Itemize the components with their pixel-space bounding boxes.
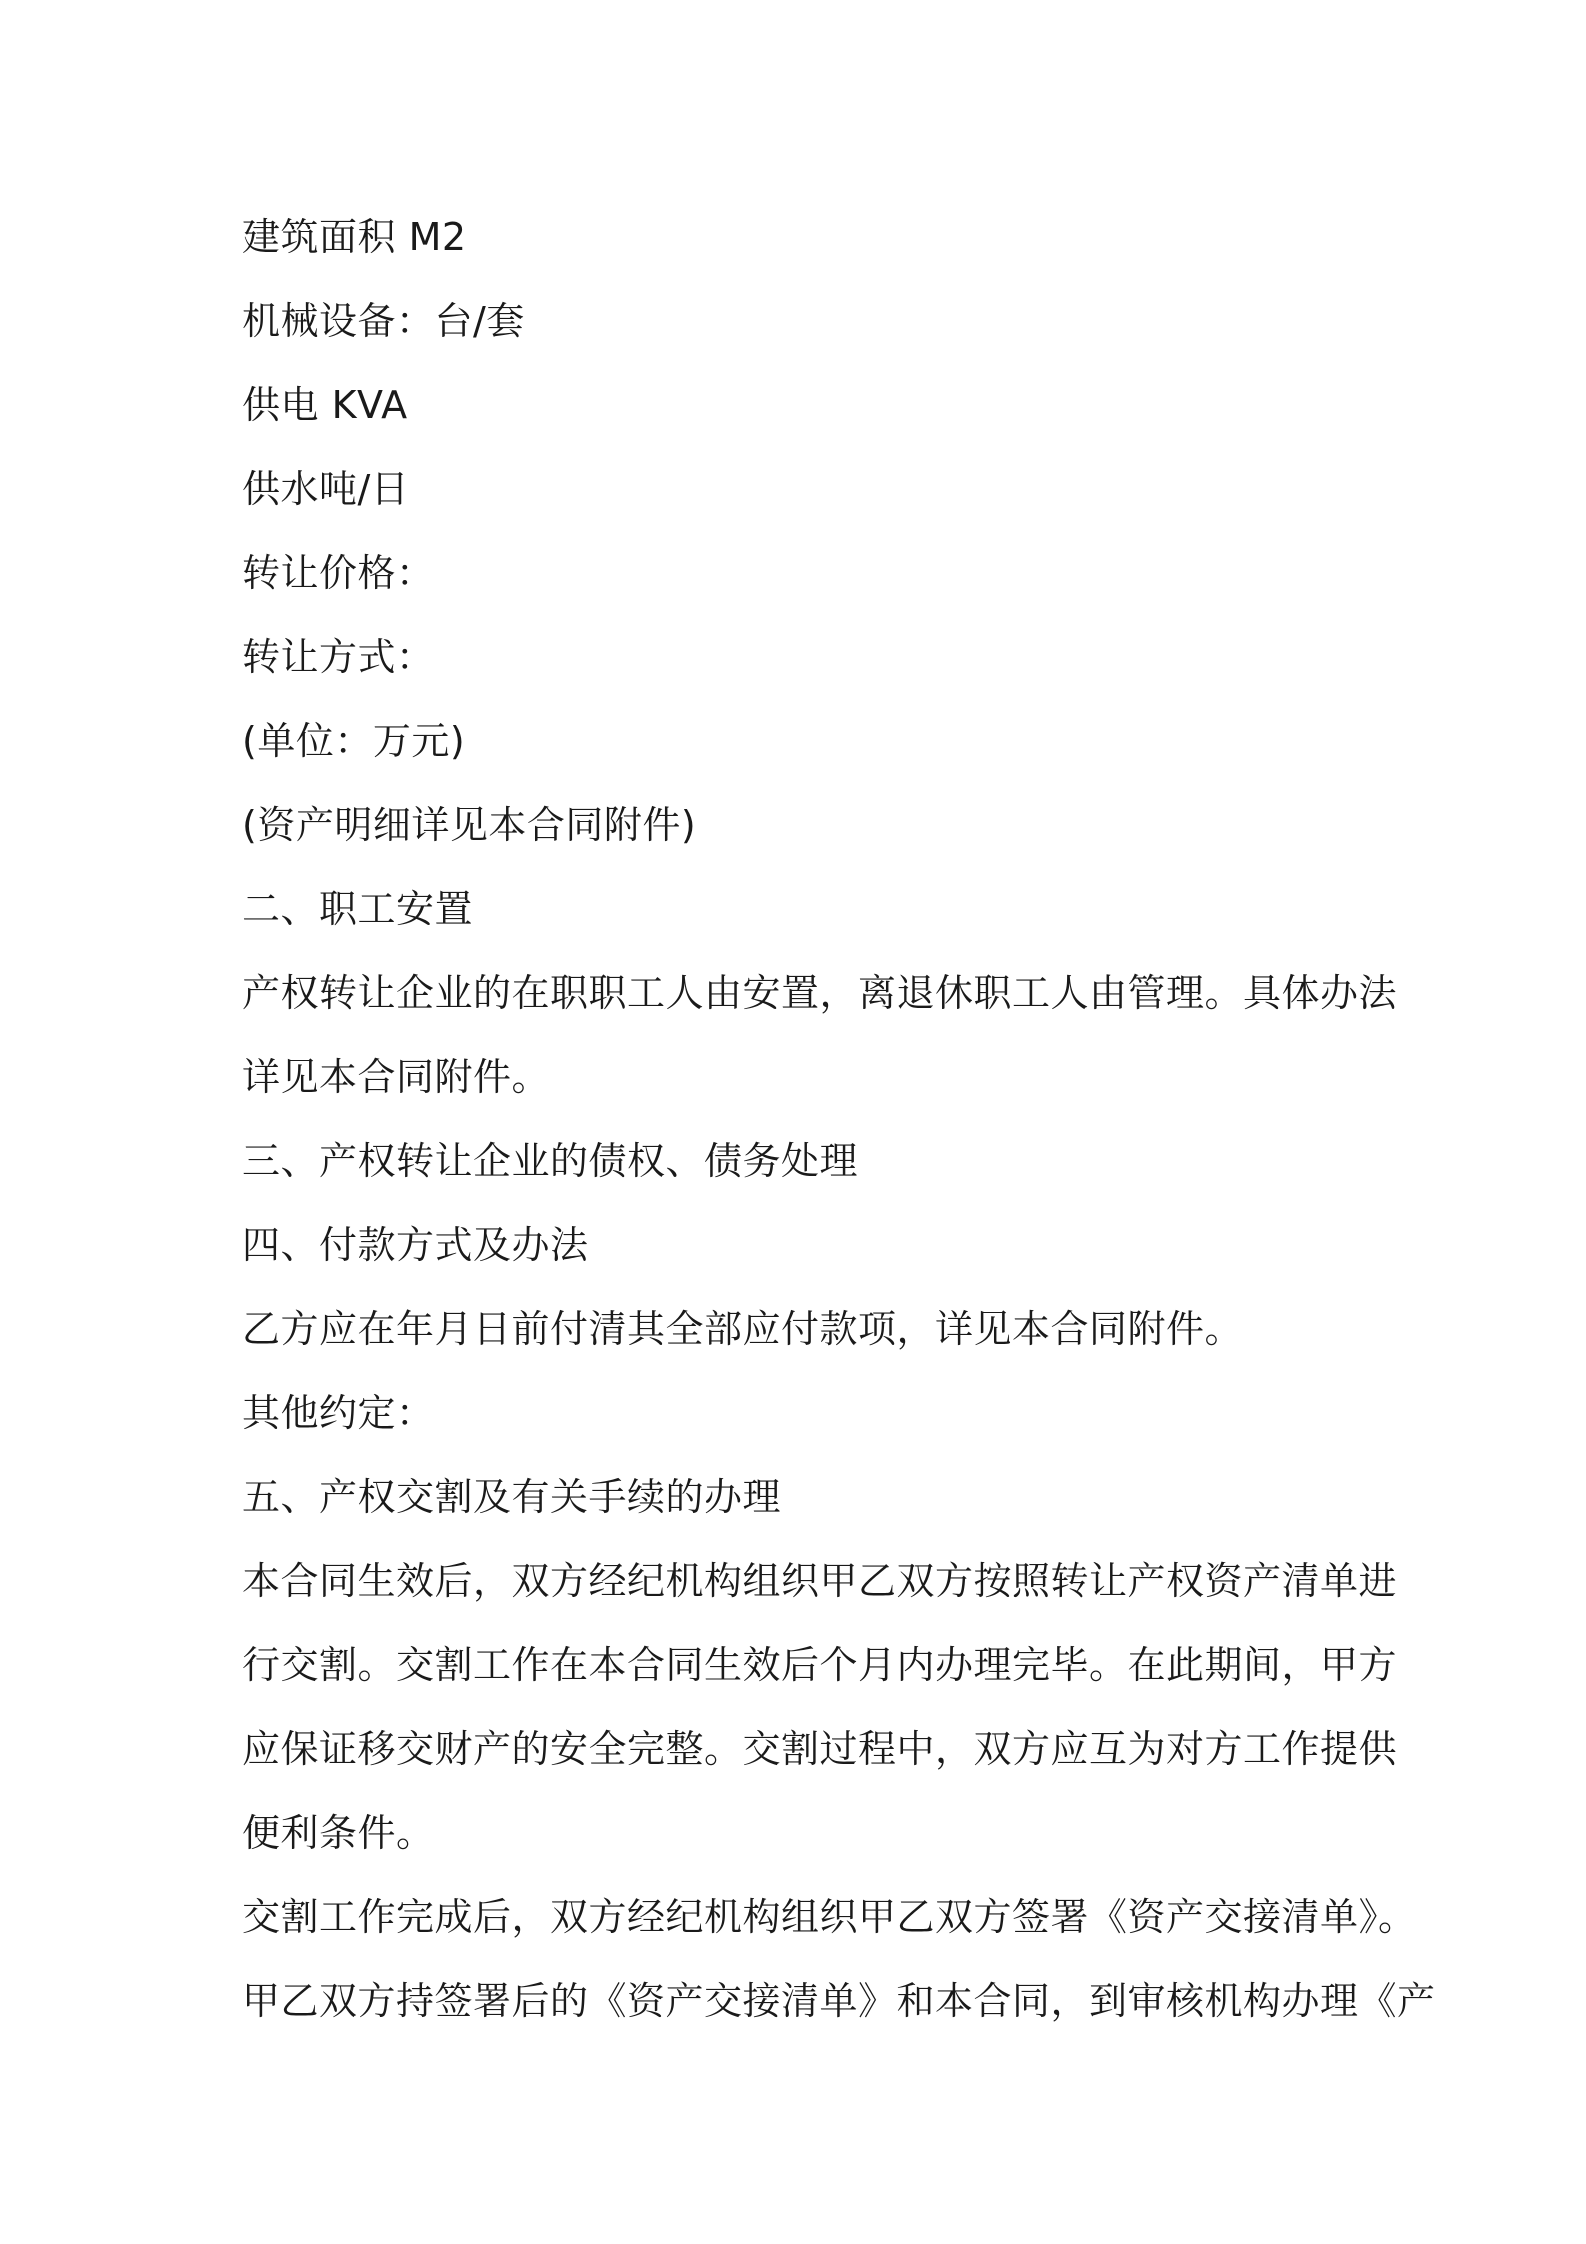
paragraph-line: 应保证移交财产的安全完整。交割过程中，双方应互为对方工作提供	[242, 1727, 1398, 1771]
line-unit-note: (单位：万元)	[242, 719, 466, 763]
line-transfer-price: 转让价格：	[242, 551, 435, 595]
paragraph-line: 本合同生效后，双方经纪机构组织甲乙双方按照转让产权资产清单进	[242, 1559, 1398, 1603]
section-heading-handover: 五、产权交割及有关手续的办理	[242, 1475, 782, 1519]
line-machinery: 机械设备：台/套	[242, 299, 525, 343]
paragraph-line: 乙方应在年月日前付清其全部应付款项，详见本合同附件。	[242, 1307, 1244, 1351]
paragraph-line: 便利条件。	[242, 1811, 435, 1855]
paragraph-line: 详见本合同附件。	[242, 1055, 551, 1099]
section-heading-staff: 二、职工安置	[242, 887, 474, 931]
line-asset-note: (资产明细详见本合同附件)	[242, 803, 697, 847]
line-other-agreements: 其他约定：	[242, 1391, 435, 1435]
section-heading-debts: 三、产权转让企业的债权、债务处理	[242, 1139, 859, 1183]
line-power-supply: 供电 KVA	[242, 383, 408, 427]
section-heading-payment: 四、付款方式及办法	[242, 1223, 589, 1267]
line-building-area: 建筑面积 M2	[242, 215, 467, 259]
paragraph-line: 产权转让企业的在职职工人由安置，离退休职工人由管理。具体办法	[242, 971, 1398, 1015]
document-body	[242, 195, 1436, 2043]
paragraph-line: 行交割。交割工作在本合同生效后个月内办理完毕。在此期间，甲方	[242, 1643, 1398, 1687]
line-water-supply: 供水吨/日	[242, 467, 410, 511]
line-transfer-method: 转让方式：	[242, 635, 435, 679]
paragraph-line: 甲乙双方持签署后的《资产交接清单》和本合同，到审核机构办理《产	[242, 1979, 1436, 2023]
paragraph-line: 交割工作完成后，双方经纪机构组织甲乙双方签署《资产交接清单》。	[242, 1895, 1417, 1939]
